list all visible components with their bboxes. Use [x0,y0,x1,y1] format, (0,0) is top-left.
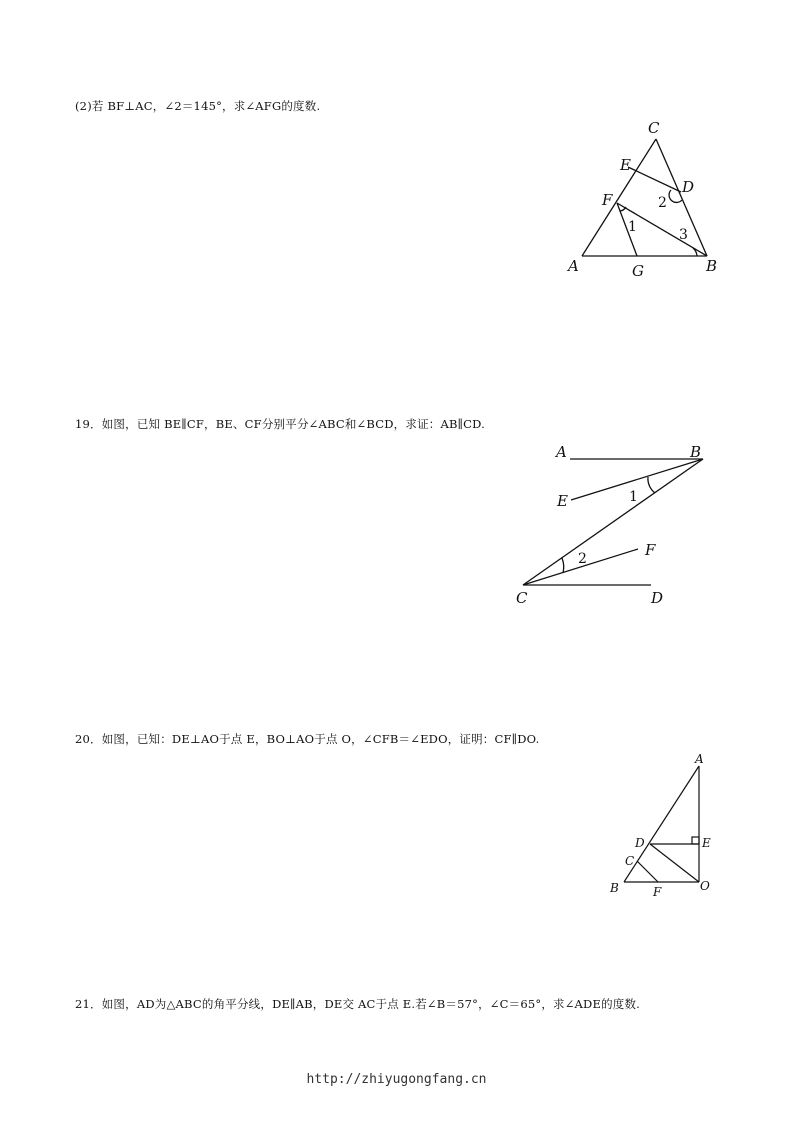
label-a: A [556,443,567,461]
label-a: A [695,752,704,766]
figure-3-svg [600,750,725,900]
label-angle-1: 1 [628,219,637,235]
label-angle-3: 3 [679,227,688,243]
label-b: B [610,881,619,895]
label-b: B [690,443,702,461]
label-e: E [557,492,568,510]
label-d: D [682,178,695,196]
question-18-part2: (2)若 BF⊥AC，∠2＝145°，求∠AFG的度数. [75,99,321,113]
segment-bc [523,459,703,585]
segment-do [650,844,699,882]
label-f: F [602,191,613,209]
label-d: D [635,836,645,850]
label-e: E [702,836,711,850]
label-g: G [632,262,644,280]
label-angle-2: 2 [658,195,667,211]
label-f: F [645,541,656,559]
angle-1-arc [620,207,626,211]
angle-2-arc [562,558,564,573]
figure-triangle-abc [560,115,730,290]
right-angle-mark [692,837,699,844]
label-f: F [653,885,662,899]
question-20: 20．如图，已知：DE⊥AO于点 E，BO⊥AO于点 O，∠CFB＝∠EDO，证明：CF∥DO. [75,732,540,746]
question-19: 19．如图，已知 BE∥CF，BE、CF分别平分∠ABC和∠BCD，求证：AB∥CD. [75,417,486,431]
figure-parallel-ab-cd [510,440,720,615]
label-angle-1: 1 [629,489,638,505]
label-c: C [625,854,635,868]
label-c: C [648,119,660,137]
segment-cf [637,861,658,882]
label-e: E [620,156,631,174]
label-angle-2: 2 [578,551,587,567]
segment-ab [624,766,699,882]
angle-1-arc [648,477,655,493]
footer-url[interactable]: http://zhiyugongfang.cn [306,1072,487,1087]
label-d: D [651,589,664,607]
question-21: 21．如图，AD为△ABC的角平分线，DE∥AB，DE交 AC于点 E.若∠B＝57°，∠C＝65°，求∠ADE的度数. [75,997,641,1011]
label-a: A [568,257,579,275]
label-c: C [516,589,528,607]
segment-ac [582,139,656,256]
figure-right-triangle-abo [600,750,725,905]
label-b: B [706,257,718,275]
figure-1-svg [560,115,730,285]
label-o: O [700,879,710,893]
figure-2-svg [510,440,720,610]
